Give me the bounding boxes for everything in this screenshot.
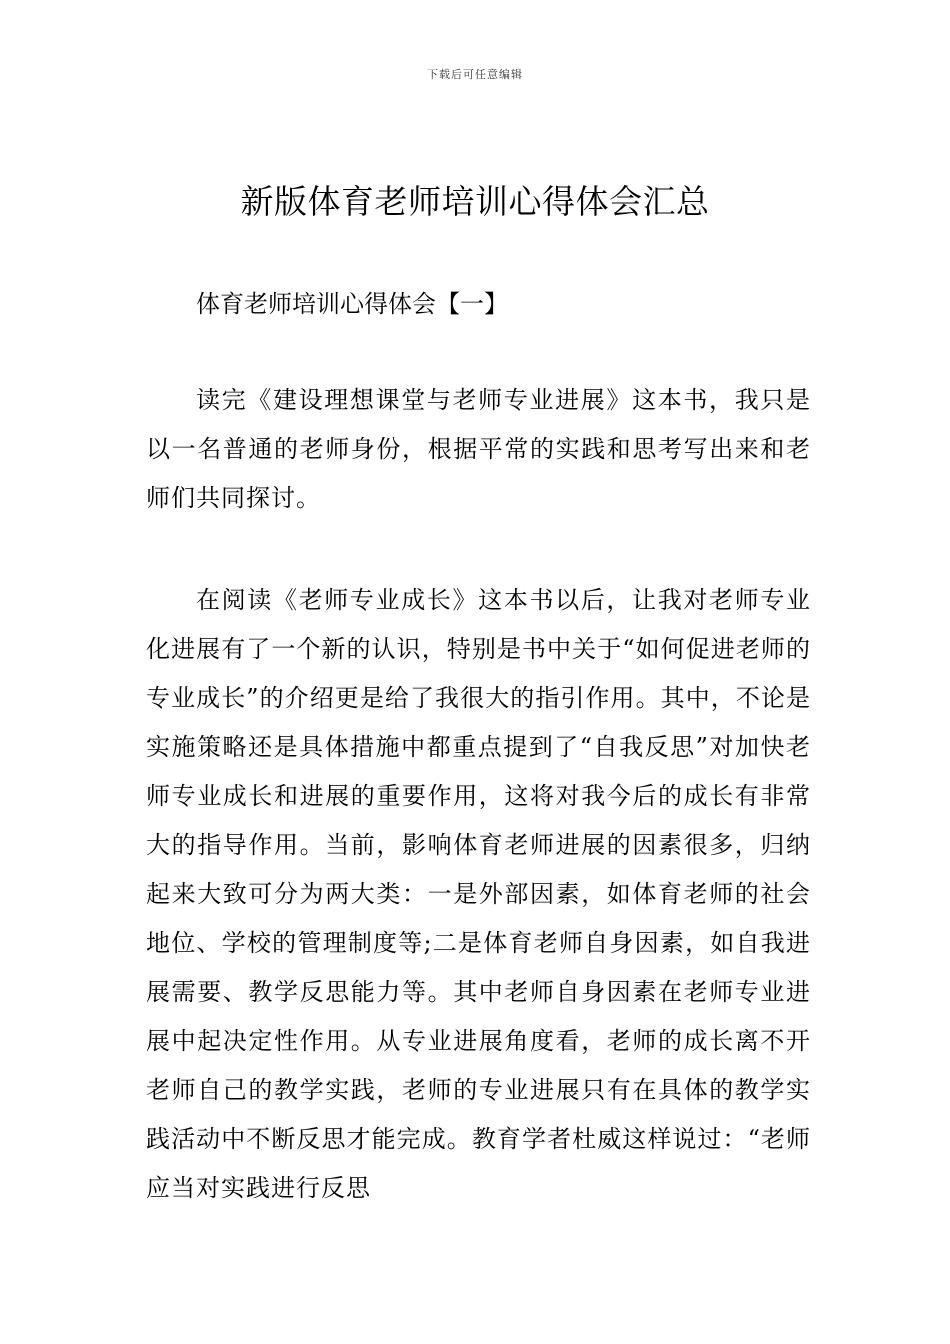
paragraph-intro: 读完《建设理想课堂与老师专业进展》这本书，我只是以一名普通的老师身份，根据平常的实践和思考写出来和老师们共同探讨。: [146, 386, 811, 512]
section-heading: 体育老师培训心得体会【一】: [196, 290, 508, 318]
page-header-note: 下载后可任意编辑: [427, 68, 523, 81]
paragraph-body: 在阅读《老师专业成长》这本书以后，让我对老师专业化进展有了一个新的认识，特别是书中关于“如何促进老师的专业成长”的介绍更是给了我很大的指引作用。其中，不论是实施策略还是具体措施中都重点提到了“自我反思”对加快老师专业成长和进展的重要作用，这将对我今后的成长有非常大的指导作用。当前，影响体育老师进展的因素很多，归纳起来大致可分为两大类：一是外部因素，如体育老师的社会地位、学校的管理制度等;二是体育老师自身因素，如自我进展需要、教学反思能力等。其中老师自身因素在老师专业进展中起决定性作用。从专业进展角度看，老师的成长离不开老师自己的教学实践，老师的专业进展只有在具体的教学实践活动中不断反思才能完成。教育学者杜威这样说过：“老师应当对实践进行反思: [146, 586, 811, 1202]
document-title: 新版体育老师培训心得体会汇总: [240, 182, 710, 221]
